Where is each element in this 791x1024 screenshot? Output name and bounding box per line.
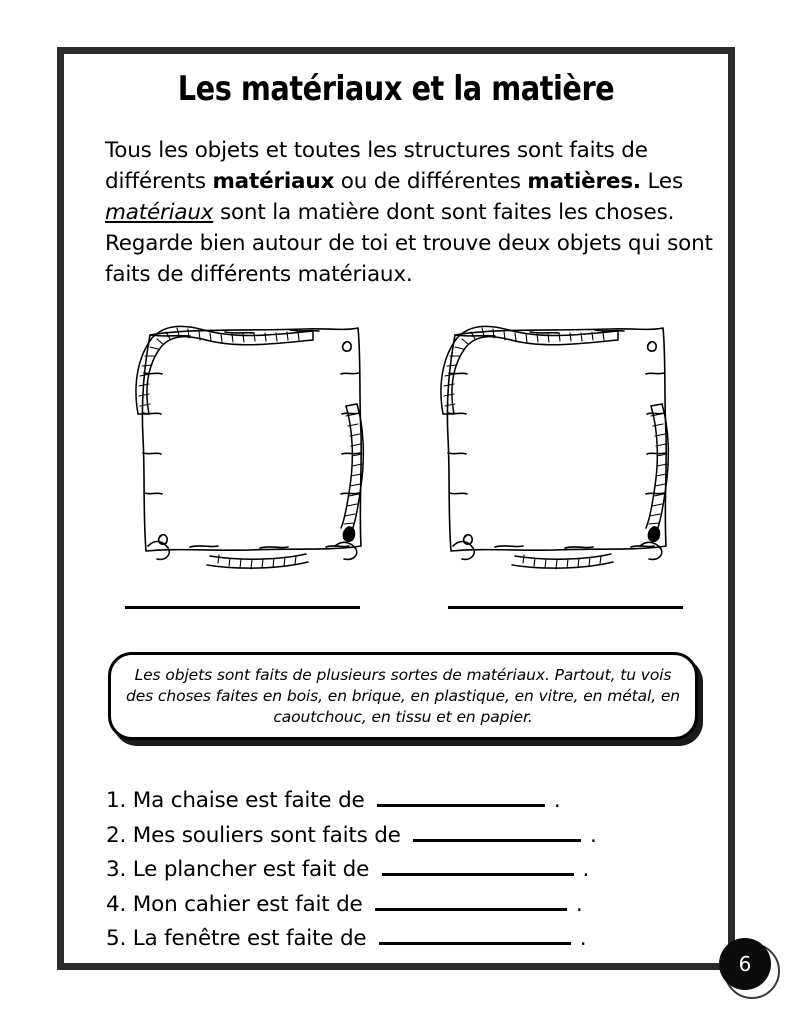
question-blank-input[interactable]	[382, 854, 574, 876]
intro-text-part-2: ou de différentes	[334, 169, 528, 194]
question-blank-input[interactable]	[377, 785, 545, 807]
question-number: 5.	[106, 926, 127, 951]
page-number-text: 6	[738, 952, 752, 976]
question-period: .	[553, 788, 561, 813]
question-number: 1.	[106, 788, 127, 813]
intro-text-part-4: sont la matière dont sont faites les choses. Regarde bien autour de toi et trouve deux objets qui sont faits de différents matériaux.	[105, 200, 713, 287]
question-text: Ma chaise est faite de	[132, 788, 365, 813]
scroll-parchment-icon-1[interactable]	[130, 318, 373, 571]
page-title: Les matériaux et la matière	[177, 70, 615, 110]
question-text: Mon cahier est fait de	[132, 891, 363, 917]
question-text: La fenêtre est faite de	[132, 926, 367, 951]
intro-underlined-materiaux: matériaux	[105, 200, 214, 225]
question-blank-input[interactable]	[379, 923, 571, 945]
questions-list	[106, 784, 716, 957]
question-period: .	[579, 926, 587, 951]
scroll-answer-line-1[interactable]	[125, 606, 360, 609]
scroll-parchment-icon-2[interactable]	[435, 318, 678, 571]
info-callout-box	[108, 652, 698, 740]
question-number: 3.	[106, 857, 127, 882]
info-callout-text: Les objets sont faits de plusieurs sortes de matériaux. Partout, tu vois des choses faites en bois, en brique, en plastique, en vitre, en métal, en caoutchouc, en tissu et en papier.	[125, 665, 681, 726]
intro-text-part-1: Tous les objets et toutes les structures sont faits de différents	[105, 138, 648, 194]
question-period: .	[575, 891, 583, 917]
question-period: .	[590, 822, 597, 848]
question-text: Mes souliers sont faits de	[132, 822, 401, 848]
question-blank-input[interactable]	[413, 820, 581, 842]
question-number: 2.	[106, 822, 127, 848]
scroll-answer-line-2[interactable]	[448, 606, 683, 609]
intro-paragraph	[105, 135, 713, 290]
page-number-badge	[719, 938, 771, 990]
intro-bold-materiaux: matériaux	[212, 169, 335, 194]
question-text: Le plancher est fait de	[132, 857, 370, 882]
question-row	[106, 922, 716, 957]
question-row	[106, 819, 716, 854]
intro-bold-matieres: matières.	[527, 169, 641, 194]
question-blank-input[interactable]	[375, 889, 567, 911]
question-number: 4.	[106, 891, 127, 917]
question-row	[106, 784, 716, 819]
intro-text-part-3: Les	[640, 169, 683, 194]
question-period: .	[582, 857, 590, 882]
worksheet-frame	[57, 47, 752, 976]
question-row	[106, 888, 716, 923]
question-row	[106, 853, 716, 888]
